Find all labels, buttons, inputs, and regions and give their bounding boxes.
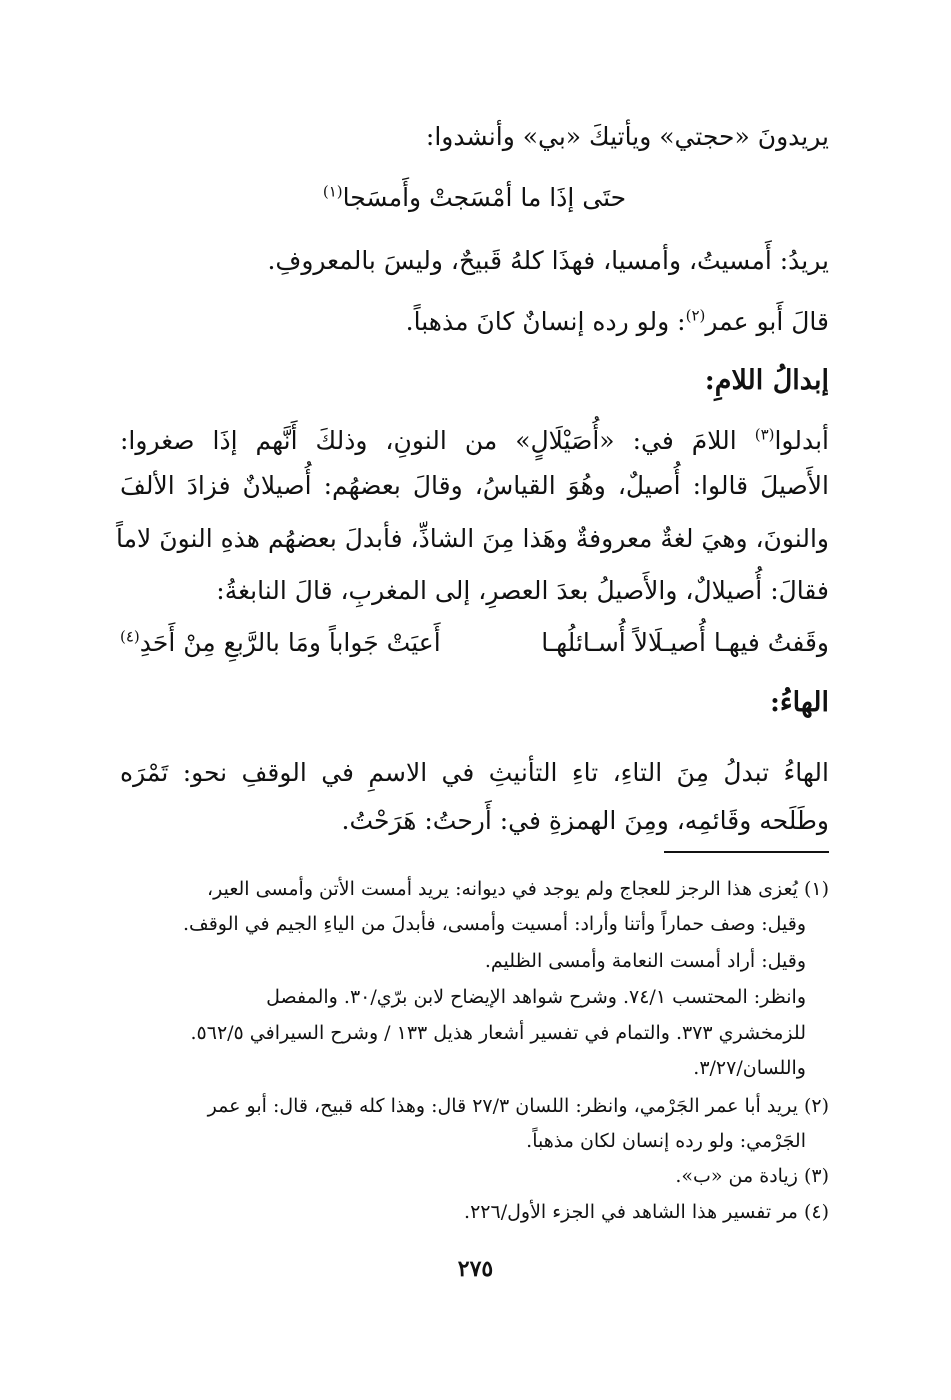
body-text: يريدونَ «حجتي» ويأتيكَ «بي» وأنشدوا:	[425, 122, 829, 151]
verse-1	[120, 178, 829, 218]
footnote-1-line-5: للزمخشري ٣٧٣. والتمام في تفسير أشعار هذيل ١٣٣ / وشرح السيرافي ٥٦٢/٥.	[190, 1022, 806, 1044]
footnote-1-line-1: (١) يُعزى هذا الرجز للعجاج ولم يوجد في ديوانه: يريد أمست الأتن وأمسى العير،	[206, 878, 829, 900]
footnote-1-line-2: وقيل: وصف حماراً وأتنا وأراد: أمسيت وأمسى، فأبدلَ من الياءِ الجيم في الوقف.	[183, 913, 806, 935]
footnote-ref-3: (٣)	[754, 425, 775, 444]
paragraph-3-line-2: وطَلَحه وقَائمِه، ومِنَ الهمزةِ في: أَرحتُ: هَرَحْتُ.	[341, 806, 829, 835]
section-heading-ha: الهاءُ:	[769, 687, 829, 718]
body-text: قالَ أَبو عمر	[705, 307, 829, 336]
footnote-ref-2: (٢)	[685, 306, 706, 325]
body-text: يريدُ: أَمسيتُ، وأمسيا، فهذَا كلهُ قَبيحٌ، وليسَ بالمعروفِ.	[267, 246, 829, 275]
verse-2-first-hemistich: وقَفتُ فيهـا أُصيـلَالاً أُسـائلُهـا	[541, 628, 829, 657]
body-text: أبدلوا	[774, 426, 829, 455]
footnote-4: (٤) مر تفسير هذا الشاهد في الجزء الأول/٢٢٦.	[464, 1201, 829, 1223]
body-text: : ولو رده إنسانٌ كانَ مذهباً.	[405, 307, 686, 336]
paragraph-2-line-1	[120, 421, 829, 461]
body-text: اللامَ في: «أُصَيْلَالٍ» من النونِ، وذلكَ أَنَّهم إذَا صغروا:	[120, 426, 755, 455]
verse-2-second-hemistich	[120, 623, 441, 663]
page-number: ٢٧٥	[457, 1256, 494, 1282]
footnote-ref-4: (٤)	[120, 627, 140, 646]
verse-2	[120, 623, 829, 663]
section-heading-lam: إبدالُ اللامِ:	[704, 365, 829, 396]
verse-text: حتَى إذَا ما أمْسَجتْ وأَمسَجا	[342, 183, 627, 212]
verse-text: أَعيَتْ جَواباً ومَا بالرَّبعِ مِنْ أَحَدِ	[139, 628, 441, 657]
footnote-1-line-4: وانظر: المحتسب ٧٤/١. وشرح شواهد الإيضاح لابن برّي/٣٠. والمفصل	[266, 986, 806, 1008]
paragraph-2-line-3: والنونَ، وهيَ لغةٌ معروفةٌ وهَذا مِنَ الشاذِّ، فأبدلَ بعضهُم هذهِ النونَ لاماً	[116, 524, 829, 553]
footnote-2-line-1: (٢) يريد أبا عمر الجَرْمي، وانظر: اللسان ٢٧/٣ قال: وهذا كله قبيح، قال: أبو عمر	[207, 1095, 829, 1117]
footnote-ref-1: (١)	[322, 182, 343, 201]
footnote-2-line-2: الجَرْمي: ولو رده إنسان لكان مذهباً.	[526, 1130, 806, 1152]
footnote-separator	[664, 851, 829, 853]
paragraph-2-line-4: فقالَ: أُصيلالٌ، والأَصيلُ بعدَ العصرِ، إلى المغربِ، قالَ النابغةُ:	[216, 576, 829, 605]
footnote-1-line-3: وقيل: أراد أمست النعامة وأمسى الظليم.	[484, 950, 806, 972]
footnote-3: (٣) زيادة من «ب».	[675, 1165, 829, 1187]
body-line-3	[120, 241, 829, 281]
paragraph-2-line-2: الأَصيلَ قالوا: أُصيلٌ، وهُوَ القياسُ، وقالَ بعضهُم: أُصيلانٌ فزادَ الألفَ	[120, 471, 829, 500]
footnote-1-line-6: واللسان/٣/٢٧.	[693, 1057, 806, 1079]
paragraph-3-line-1: الهاءُ تبدلُ مِنَ التاءِ، تاءِ التأنيثِ في الاسمِ في الوقفِ نحو: تَمْرَه	[120, 758, 829, 787]
body-line-4	[120, 302, 829, 342]
body-line-1	[120, 117, 829, 157]
